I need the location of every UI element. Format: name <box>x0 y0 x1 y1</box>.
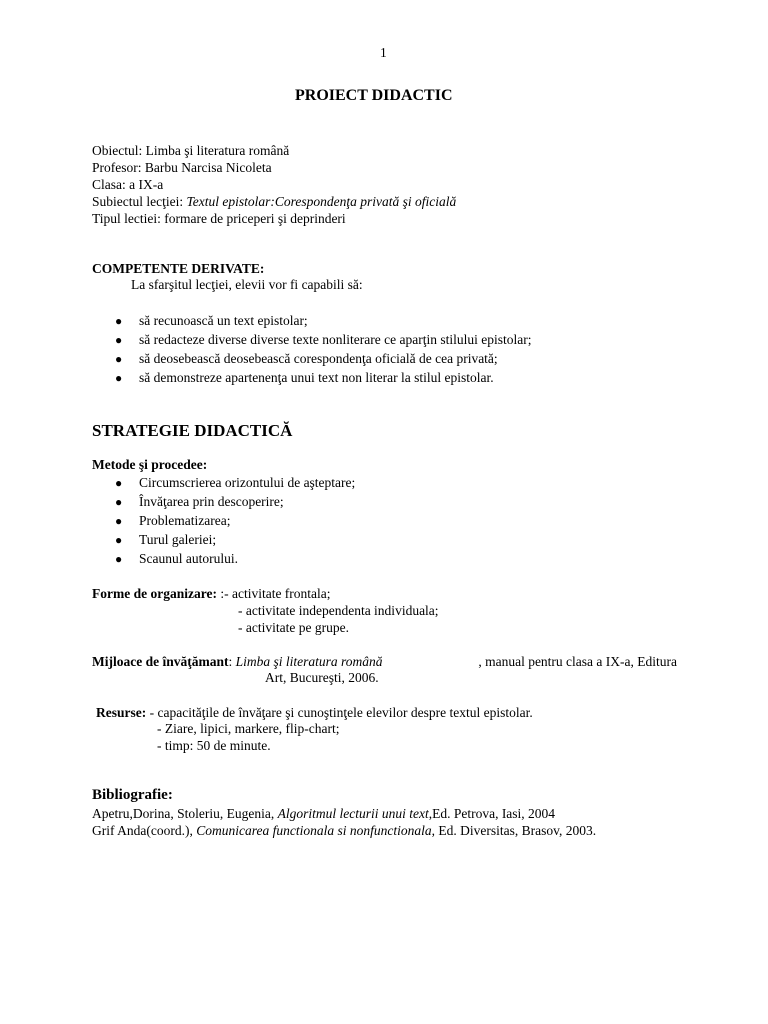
list-item <box>115 474 356 492</box>
subiect-value: Textul epistolar:Corespondenţa privată şi oficială <box>186 194 457 209</box>
mijloace-label: Mijloace de învăţămant <box>92 654 229 669</box>
list-item-text: Problematizarea; <box>139 513 231 528</box>
subiect-label: Subiectul lecţiei: <box>92 194 187 209</box>
list-item-text: să redacteze diverse diverse texte nonliterare ce aparţin stilului epistolar; <box>139 332 532 347</box>
bullet-icon: ● <box>115 552 123 566</box>
list-item <box>115 512 231 530</box>
info-tipul <box>92 210 346 228</box>
info-profesor <box>92 159 272 177</box>
list-item <box>115 369 494 387</box>
bullet-icon: ● <box>115 352 123 366</box>
metode-heading: Metode şi procedee: <box>92 457 208 472</box>
forme-line-3: - activitate pe grupe. <box>238 620 349 635</box>
resurse-item: - capacităţile de învăţare şi cunoştinţele elevilor despre textul epistolar. <box>146 705 533 720</box>
bullet-icon: ● <box>115 314 123 328</box>
resurse-line-3: - timp: 50 de minute. <box>157 738 271 753</box>
page-number: 1 <box>380 45 387 60</box>
clasa-value: a IX-a <box>125 177 164 192</box>
profesor-value: Barbu Narcisa Nicoleta <box>141 160 272 175</box>
bullet-icon: ● <box>115 371 123 385</box>
competente-intro: La sfarşitul lecţiei, elevii vor fi capabili să: <box>131 277 363 292</box>
mijloace-line-2: Art, Bucureşti, 2006. <box>265 670 379 685</box>
page-title: PROIECT DIDACTIC <box>295 87 453 104</box>
forme-item: :- activitate frontala; <box>216 586 331 601</box>
bib-rest: , Ed. Diversitas, Brasov, 2003. <box>431 823 597 838</box>
bib-authors: Apetru,Dorina, Stoleriu, Eugenia, <box>92 806 278 821</box>
bullet-icon: ● <box>115 514 123 528</box>
list-item <box>115 531 217 549</box>
list-item <box>115 550 238 568</box>
list-item-text: să demonstreze apartenenţa unui text non literar la stilul epistolar. <box>139 370 494 385</box>
bib-rest: ,Ed. Petrova, Iasi, 2004 <box>428 806 556 821</box>
bullet-icon: ● <box>115 533 123 547</box>
info-obiectul <box>92 142 289 160</box>
list-item-text: să recunoască un text epistolar; <box>139 313 308 328</box>
list-item-text: să deosebească deosebească corespondenţa oficială de cea privată; <box>139 351 498 366</box>
list-item <box>115 331 532 349</box>
tipul-label: Tipul lectiei: <box>92 211 161 226</box>
list-item-text: Circumscrierea orizontului de aşteptare; <box>139 475 356 490</box>
resurse-label: Resurse: <box>96 705 147 720</box>
obiectul-label: Obiectul: <box>92 143 143 158</box>
bib-title: Algoritmul lecturii unui text <box>277 806 429 821</box>
resurse-line-2: - Ziare, lipici, markere, flip-chart; <box>157 721 340 736</box>
obiectul-value: Limba şi literatura română <box>142 143 290 158</box>
info-subiect <box>92 193 456 211</box>
bib-authors: Grif Anda(coord.), <box>92 823 197 838</box>
mijloace-rest: , manual pentru clasa a IX-a, Editura <box>478 654 677 669</box>
bullet-icon: ● <box>115 495 123 509</box>
mijloace-title: Limba şi literatura română <box>235 654 383 669</box>
forme-line-2: - activitate independenta individuala; <box>238 603 439 618</box>
tipul-value: formare de priceperi şi deprinderi <box>160 211 346 226</box>
bibliografie-entry <box>92 822 596 840</box>
bib-title: Comunicarea functionala si nonfunctionala <box>196 823 432 838</box>
bibliografie-entry <box>92 805 555 823</box>
list-item <box>115 493 284 511</box>
list-item-text: Turul galeriei; <box>139 532 217 547</box>
profesor-label: Profesor: <box>92 160 142 175</box>
list-item-text: Învăţarea prin descoperire; <box>139 494 284 509</box>
forme-label: Forme de organizare: <box>92 586 217 601</box>
competente-heading: COMPETENTE DERIVATE: <box>92 261 265 276</box>
clasa-label: Clasa: <box>92 177 126 192</box>
forme-line-1 <box>92 585 331 603</box>
list-item <box>115 312 308 330</box>
bullet-icon: ● <box>115 476 123 490</box>
info-clasa <box>92 176 163 194</box>
mijloace-colon: : <box>228 654 236 669</box>
bullet-icon: ● <box>115 333 123 347</box>
list-item-text: Scaunul autorului. <box>139 551 238 566</box>
mijloace-line-1 <box>92 653 677 671</box>
bibliografie-heading: Bibliografie: <box>92 787 173 803</box>
list-item <box>115 350 498 368</box>
strategie-heading: STRATEGIE DIDACTICĂ <box>92 421 293 440</box>
